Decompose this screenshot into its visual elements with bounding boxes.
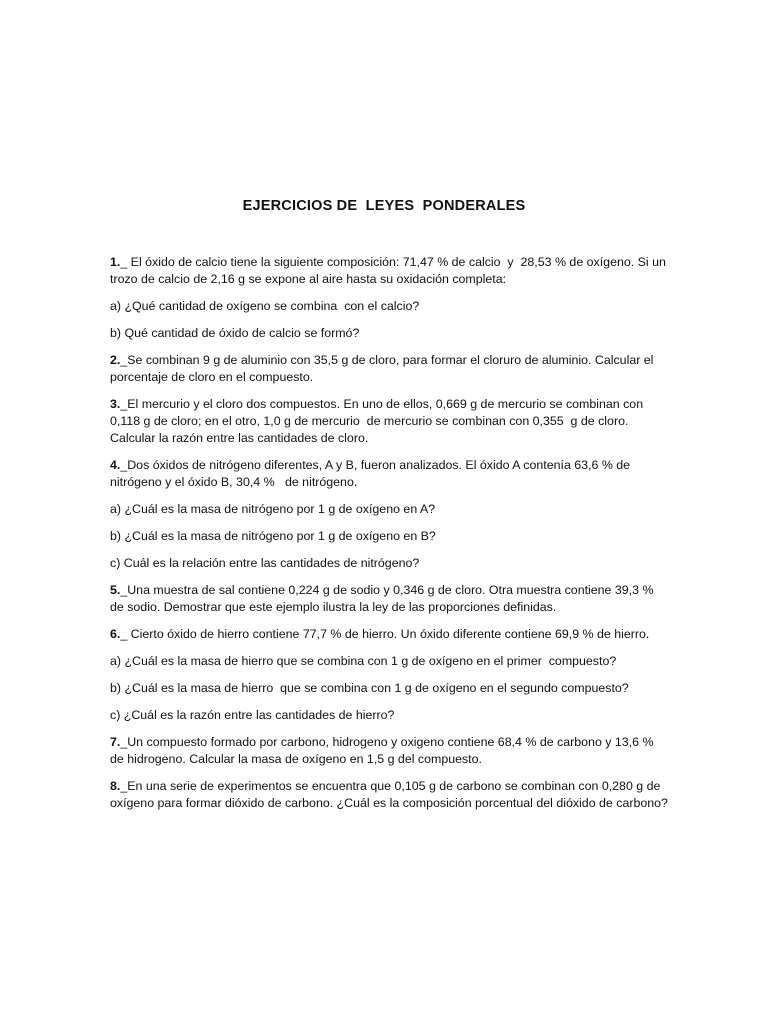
exercise-4-question-a [110,501,670,518]
exercise-4-question-c [110,555,670,572]
exercise-6-question-b [110,680,670,697]
exercise-text: _Se combinan 9 g de aluminio con 35,5 g de cloro, para formar el cloruro de aluminio. Calcular el porcentaje de cloro en el compuesto. [110,353,657,384]
exercise-number: 1. [110,255,121,269]
question-text: c) Cuál es la relación entre las cantidades de nitrógeno? [110,556,420,570]
exercise-6-question-c [110,707,670,724]
page-title: EJERCICIOS DE LEYES PONDERALES [242,198,526,214]
exercise-number: 7. [110,735,121,749]
exercise-number: 8. [110,779,121,793]
question-text: a) ¿Cuál es la masa de hierro que se combina con 1 g de oxígeno en el primer compuesto? [110,654,617,668]
exercise-6-question-a [110,653,670,670]
exercise-number: 2. [110,353,121,367]
exercise-4 [110,457,670,491]
exercise-text: _Dos óxidos de nitrógeno diferentes, A y B, fueron analizados. El óxido A contenía 63,6 % de nitrógeno y el óxido B, 30,4 % de nitrógeno. [110,458,634,489]
exercise-1-question-a [110,298,670,315]
exercise-7 [110,734,670,768]
question-text: c) ¿Cuál es la razón entre las cantidades de hierro? [110,708,395,722]
question-text: b) Qué cantidad de óxido de calcio se formó? [110,326,360,340]
question-text: a) ¿Qué cantidad de oxígeno se combina con el calcio? [110,299,420,313]
exercise-1 [110,254,670,288]
exercise-text: _ El óxido de calcio tiene la siguiente composición: 71,47 % de calcio y 28,53 % de oxígeno. Si un trozo de calcio de 2,16 g se expone al aire hasta su oxidación completa: [110,255,670,286]
exercise-text: _En una serie de experimentos se encuentra que 0,105 g de carbono se combinan con 0,280 g de oxígeno para formar dióxido de carbono. ¿Cuál es la composición porcentual del dióxido de carbono? [110,779,668,810]
question-text: b) ¿Cuál es la masa de nitrógeno por 1 g de oxígeno en B? [110,529,436,543]
exercise-6 [110,626,670,643]
question-text: b) ¿Cuál es la masa de hierro que se combina con 1 g de oxígeno en el segundo compuesto? [110,681,629,695]
question-text: a) ¿Cuál es la masa de nitrógeno por 1 g de oxígeno en A? [110,502,436,516]
exercise-number: 6. [110,627,121,641]
exercise-1-question-b [110,325,670,342]
exercise-number: 4. [110,458,121,472]
exercise-text: _ Cierto óxido de hierro contiene 77,7 % de hierro. Un óxido diferente contiene 69,9 % de hierro. [120,627,650,641]
exercise-number: 5. [110,583,121,597]
exercise-text: _Una muestra de sal contiene 0,224 g de sodio y 0,346 g de cloro. Otra muestra contiene 39,3 % de sodio. Demostrar que este ejemplo ilustra la ley de las proporciones definidas. [110,583,657,614]
exercise-text: _El mercurio y el cloro dos compuestos. En uno de ellos, 0,669 g de mercurio se combinan con 0,118 g de cloro; en el otro, 1,0 g de mercurio de mercurio se combinan con 0,355 g de cloro. Calcular la razón entre las cantidades de cloro. [110,397,647,445]
exercise-number: 3. [110,397,121,411]
exercise-list [110,254,670,822]
exercise-text: _Un compuesto formado por carbono, hidrogeno y oxigeno contiene 68,4 % de carbono y 13,6 % de hidrogeno. Calcular la masa de oxígeno en 1,5 g del compuesto. [110,735,657,766]
exercise-4-question-b [110,528,670,545]
exercise-3 [110,396,670,447]
exercise-5 [110,582,670,616]
exercise-8 [110,778,670,812]
exercise-2 [110,352,670,386]
